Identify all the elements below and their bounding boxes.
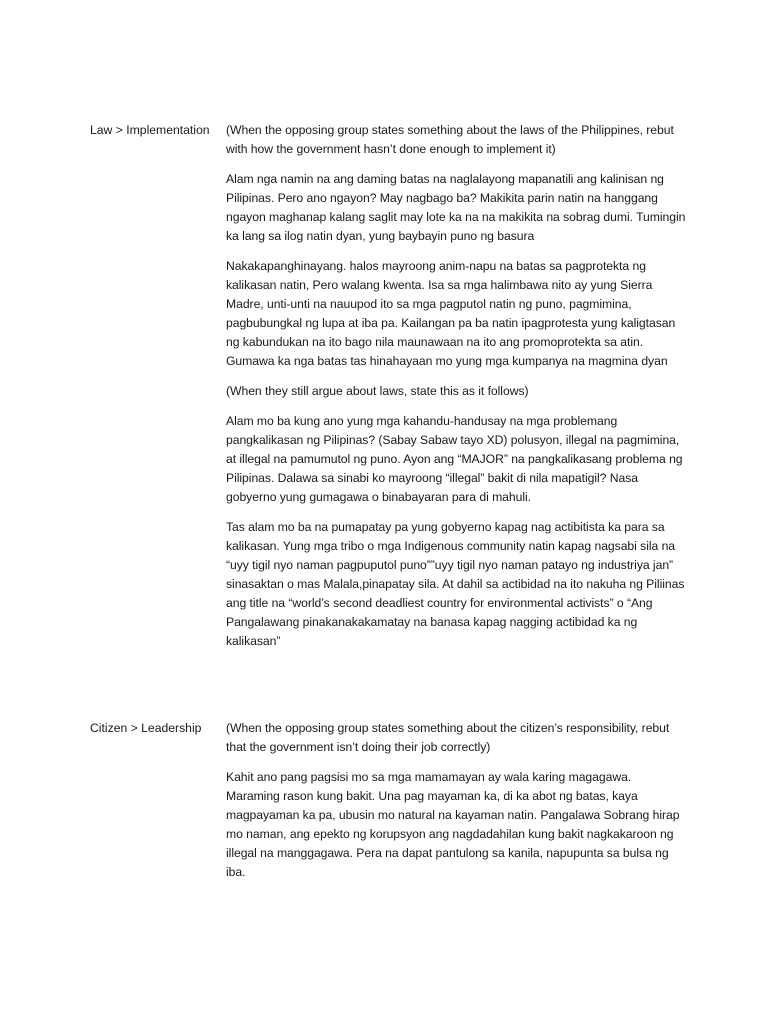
- paragraph: (When the opposing group states something about the laws of the Philippines, rebut with how the government hasn’t done enough to implement it): [226, 123, 674, 156]
- paragraph: Nakakapanghinayang. halos mayroong anim-napu na batas sa pagprotekta ng kalikasan natin, Pero walang kwenta. Isa sa mga halimbawa nito ay yung Sierra Madre, unti-unti na nauupod ito sa mga pagputol natin ng puno, pagmimina, pagbubungkal ng lupa at iba pa. Kailangan pa ba natin ipagprotesta yung kaligtasan ng kabundukan na ito bago nila maunawaan na ito ang promoprotekta sa atin. Gumawa ka nga batas tas hinahayaan mo yung mga kumpanya na magmina dyan: [226, 259, 676, 368]
- paragraph: Alam mo ba kung ano yung mga kahandu-handusay na mga problemang pangkalikasan ng Pilipinas? (Sabay Sabaw tayo XD) polusyon, illegal na pagmimina, at illegal na pamumutol ng puno. Ayon ang “MAJOR” na pangkalikasang problema ng Pilipinas. Dalawa sa sinabi ko mayroong “illegal” bakit di nila mapatigil? Nasa gobyerno yung gumagawa o binabayaran para di mahuli.: [226, 414, 683, 504]
- section-label: Law > Implementation: [90, 123, 210, 137]
- section-body: [226, 121, 688, 662]
- paragraph: Tas alam mo ba na pumapatay pa yung gobyerno kapag nag actibitista ka para sa kalikasan. Yung mga tribo o mga Indigenous community natin kapag nagsabi sila na “uyy tigil nyo naman pagpuputol puno””uyy tigil nyo naman patayo ng industriya jan” sinasaktan o mas Malala,pinapatay sila. At dahil sa actibidad na ito nakuha ng Piliinas ang title na “world’s second deadliest country for environmental activists” o “Ang Pangalawang pinakanakakamatay na banasa kapag nagging actibidad ka ng kalikasan”: [226, 520, 685, 648]
- section-label: Citizen > Leadership: [90, 721, 202, 735]
- paragraph: (When they still argue about laws, state this as it follows): [226, 384, 529, 398]
- paragraph: Alam nga namin na ang daming batas na naglalayong mapanatili ang kalinisan ng Pilipinas. Pero ano ngayon? May nagbago ba? Makikita parin natin na hanggang ngayon maghanap kalang saglit may lote ka na na makikita na sobrag dumi. Tumingin ka lang sa ilog natin dyan, yung baybayin puno ng basura: [226, 172, 686, 243]
- section-body: [226, 719, 688, 893]
- paragraph: Kahit ano pang pagsisi mo sa mga mamamayan ay wala karing magagawa. Maraming rason kung bakit. Una pag mayaman ka, di ka abot ng batas, kaya magpayaman ka pa, ubusin mo natural na kayaman natin. Pangalawa Sobrang hirap mo naman, ang epekto ng korupsyon ang nagdadahilan kung bakit nagkakaroon ng illegal na manggagawa. Pera na dapat pantulong sa kanila, napupunta sa bulsa ng iba.: [226, 770, 680, 879]
- paragraph: (When the opposing group states something about the citizen’s responsibility, rebut that the government isn’t doing their job correctly): [226, 721, 670, 754]
